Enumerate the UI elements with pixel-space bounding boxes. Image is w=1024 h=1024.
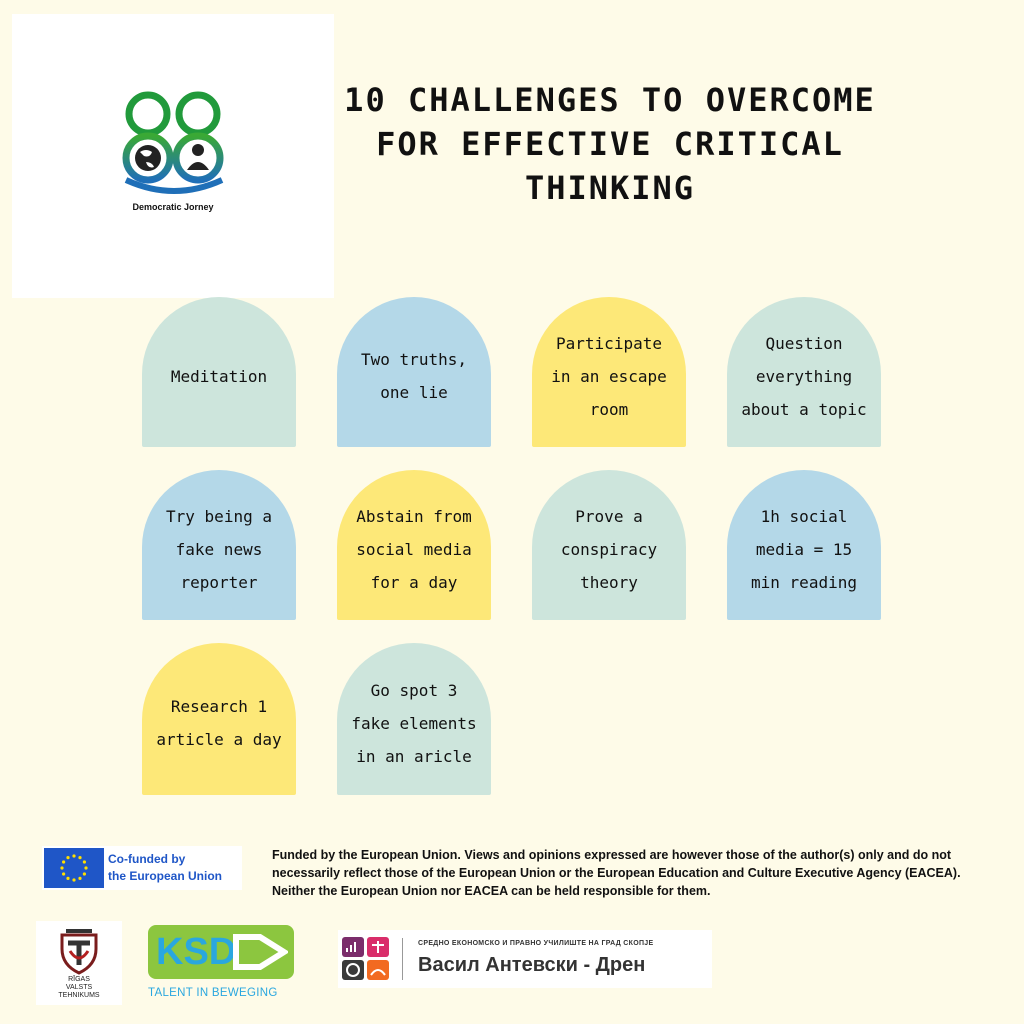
card-text: 1h social media = 15 min reading bbox=[751, 506, 857, 592]
rigas-valsts-tehnikums-logo bbox=[36, 921, 122, 1005]
eu-cofunded-logo bbox=[42, 846, 242, 890]
eu-label-line2: the European Union bbox=[108, 869, 222, 883]
challenge-card-fake-news-reporter bbox=[142, 470, 296, 620]
challenge-card-abstain-social-media bbox=[337, 470, 491, 620]
challenge-card-spot-fake-elements bbox=[337, 643, 491, 795]
rtu-label-line2: VALSTS bbox=[65, 984, 93, 991]
challenge-card-social-media-reading bbox=[727, 470, 881, 620]
challenge-card-escape-room bbox=[532, 297, 686, 447]
eu-label bbox=[108, 851, 222, 885]
ksd-logo-badge bbox=[148, 925, 294, 979]
logo-panel bbox=[12, 14, 334, 298]
democratic-journey-logo-icon bbox=[112, 88, 236, 204]
rtu-crest-icon bbox=[56, 925, 102, 975]
ksd-logo bbox=[144, 921, 302, 1005]
card-text: Two truths, one lie bbox=[361, 350, 467, 402]
card-text: Meditation bbox=[170, 366, 268, 386]
ksd-letters: KSD bbox=[156, 931, 237, 973]
eu-label-line1: Co-funded by bbox=[108, 852, 186, 866]
page-title: 10 CHALLENGES TO OVERCOME FOR EFFECTIVE CRITICAL THINKING bbox=[344, 81, 876, 207]
rtu-label-line3: TEHNIKUMS bbox=[58, 992, 100, 999]
rtu-label-line1: RĪGAS bbox=[68, 976, 90, 983]
school-logo-divider bbox=[402, 938, 403, 980]
ksd-tagline: TALENT IN BEWEGING bbox=[148, 987, 278, 999]
challenge-card-two-truths bbox=[337, 297, 491, 447]
school-emblem-icon bbox=[342, 937, 392, 981]
card-text: Go spot 3 fake elements in an aricle bbox=[351, 680, 477, 766]
card-text: Try being a fake news reporter bbox=[166, 506, 272, 592]
challenge-card-conspiracy-theory bbox=[532, 470, 686, 620]
logo-caption: Democratic Jorney bbox=[132, 202, 214, 212]
challenge-card-question-everything bbox=[727, 297, 881, 447]
rtu-label bbox=[36, 976, 122, 1000]
ksd-arrow-icon bbox=[232, 933, 288, 971]
school-name: Васил Антевски - Дрен bbox=[418, 954, 646, 976]
school-subtitle: СРЕДНО ЕКОНОМСКО И ПРАВНО УЧИЛИШТЕ НА ГРАД СКОПЈЕ bbox=[418, 940, 654, 947]
challenge-card-meditation bbox=[142, 297, 296, 447]
eu-flag-icon bbox=[44, 848, 104, 888]
card-text: Prove a conspiracy theory bbox=[560, 506, 658, 592]
school-logo bbox=[338, 930, 712, 988]
card-text: Participate in an escape room bbox=[551, 333, 667, 419]
challenge-card-research-article bbox=[142, 643, 296, 795]
card-text: Question everything about a topic bbox=[741, 333, 867, 419]
card-text: Research 1 article a day bbox=[156, 697, 282, 749]
card-text: Abstain from social media for a day bbox=[356, 506, 472, 592]
funding-disclaimer: Funded by the European Union. Views and opinions expressed are however those of the author(s) only and do not necessarily reflect those of the European Union or the European Education and Culture Executive Agency (EACEA). Neither the European Union nor EACEA can be held responsible for them. bbox=[272, 848, 961, 898]
